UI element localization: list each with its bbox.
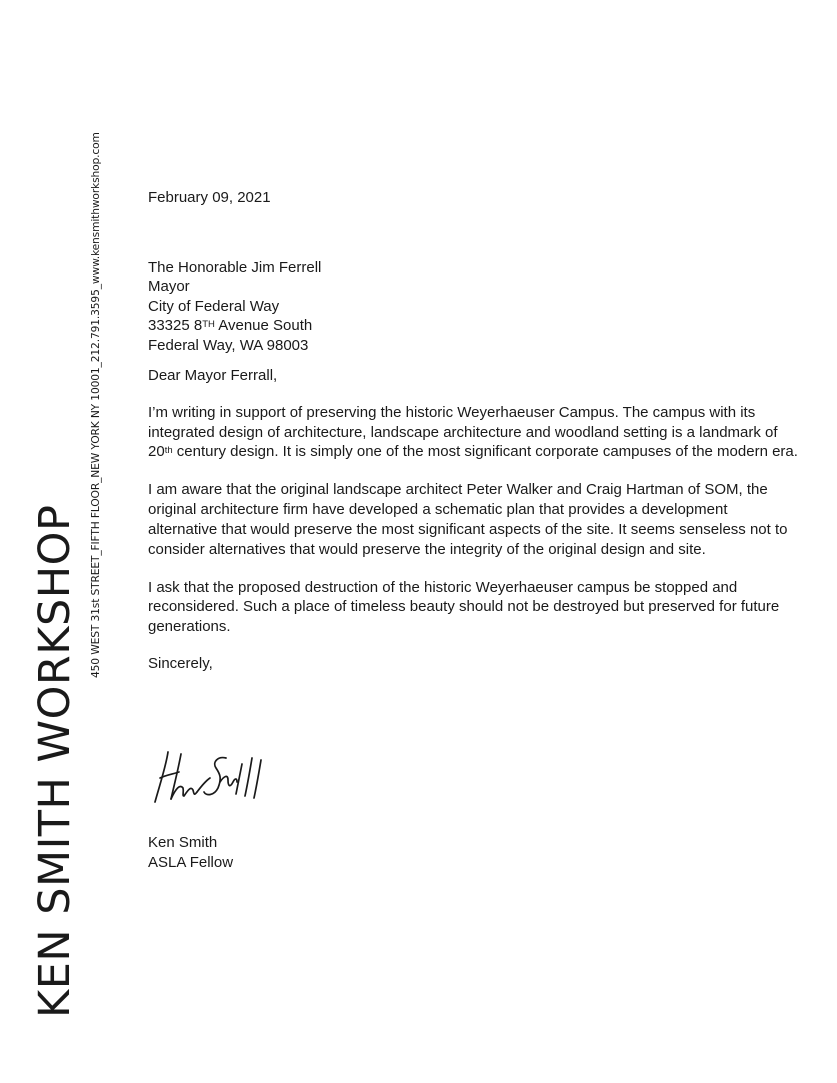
signature-image xyxy=(148,744,278,812)
recipient-block xyxy=(148,258,798,356)
letter-date: February 09, 2021 xyxy=(148,189,271,206)
signer-title: ASLA Fellow xyxy=(148,854,234,871)
letterhead-address: 450 WEST 31st STREET_FIFTH FLOOR_NEW YORK NY 10001_212.791.3595_www.kensmithworkshop.com xyxy=(89,132,102,678)
paragraph-1-part-b: century design. It is simply one of the most significant corporate campuses of the modern era. xyxy=(172,443,798,461)
paragraph-3: I ask that the proposed destruction of the historic Weyerhaeuser campus be stopped and reconsidered. Such a place of timeless beauty should not be destroyed but preserved for future generations. xyxy=(148,578,780,635)
closing: Sincerely, xyxy=(148,655,213,673)
recipient-street xyxy=(148,316,798,336)
paragraph-2: I am aware that the original landscape architect Peter Walker and Craig Hartman of SOM, the original architecture firm have developed a schematic plan that provides a development alternative that would preserve the most significant aspects of the site. It seems senseless not to consider alternatives that would preserve the integrity of the original design and site. xyxy=(148,480,788,558)
street-ordinal-suffix: TH xyxy=(202,319,215,331)
recipient-organization: City of Federal Way xyxy=(148,297,280,315)
salutation: Dear Mayor Ferrall, xyxy=(148,366,278,384)
paragraph-1-part-a: I’m writing in support of preserving the historic Weyerhaeuser Campus. The campus with its integrated design of architecture, landscape architecture and woodland setting is a landmark of 20 xyxy=(148,404,778,461)
street-rest: Avenue South xyxy=(214,317,313,335)
paragraph-1-ordinal-suffix: th xyxy=(164,445,173,457)
signer-name: Ken Smith xyxy=(148,834,218,851)
recipient-name: The Honorable Jim Ferrell xyxy=(148,258,322,276)
street-number: 33325 8 xyxy=(148,317,203,335)
letterhead-brand-name: KEN SMITH WORKSHOP xyxy=(30,504,80,1018)
letter-body xyxy=(148,188,798,678)
paragraph-1 xyxy=(148,403,798,462)
recipient-city-state-zip: Federal Way, WA 98003 xyxy=(148,336,309,354)
recipient-title: Mayor xyxy=(148,278,190,296)
signer-block xyxy=(148,833,233,873)
